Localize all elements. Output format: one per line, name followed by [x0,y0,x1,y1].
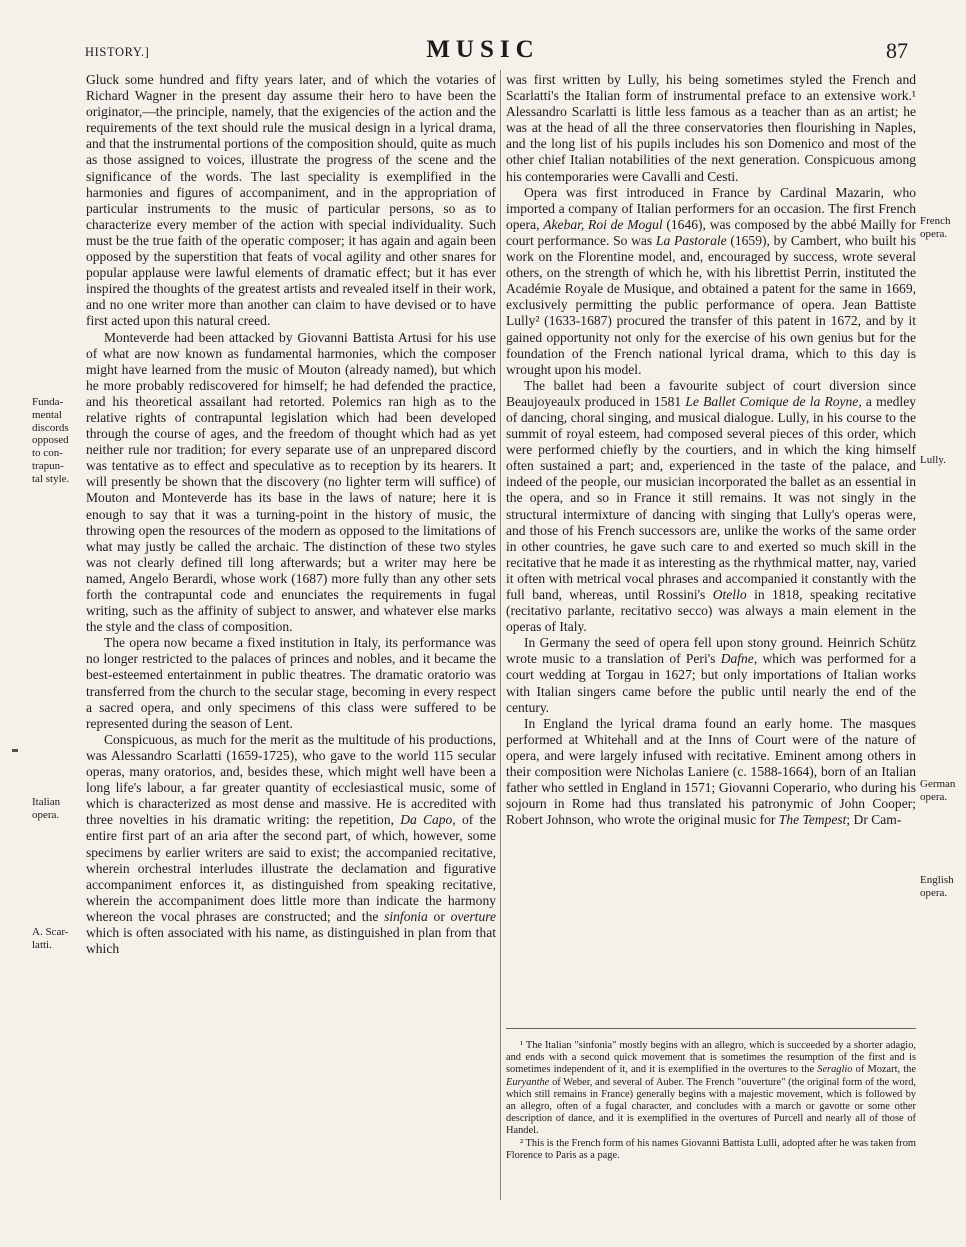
margin-note-fundamental-discords: Funda- mental discords opposed to con- trapun- tal style. [32,396,70,485]
text-run: , of the entire first part of an aria after the second part, of which, however, some specimens by earlier writers are said to exist; the accompanied recitative, wherein orchestral interludes illustrate the declamation and figurative accompaniment enforces it, as distinguished from speaking recitative, wherein the accompaniment does little more than indicate the harmony whereon the vocal phrases are constructed; and the [86,812,496,924]
margin-note-german-opera: German opera. [920,778,956,803]
paragraph-scarlatti-continued: was first written by Lully, his being sometimes styled the French and Scarlatti's the Italian form of instrumental preface to an extensive work.¹ Alessandro Scarlatti is little less famous as a teacher than as an artist; he was at the head of all the three conservatories then flourishing in Naples, and the long list of his pupils includes his son Domenico and most of the other chief Italian notabilities of the next generation. Conspicuous among his contemporaries were Cavalli and Cesti. [506,72,916,184]
margin-mark [12,749,18,752]
text-run: ; Dr Cam- [846,812,902,828]
italic-title: Akebar, Roi de Mogul [543,216,663,232]
text-run: (1659), by Cambert, who built his work on the Florentine model, and, encouraged by success, wrote several others, on the strength of which he, with his librettist Perrin, instituted the Académie Royale de Musique, and obtained a patent for the same in 1669, exclusively permitting the public performance of opera. Jean Battiste Lully² (1633-1687) procured the transfer of this patent in 1672, and by it gained opportunity not only for the exercise of his own genius but for the foundation of the French national lyrical drama, which to this day is wrought upon his model. [506,232,917,377]
italic-title: Le Ballet Comique de la Royne [685,393,859,409]
footnote-1 [506,1040,916,1138]
italic-title: The Tempest [778,812,847,828]
footnote-2: ² This is the French form of his names Giovanni Battista Lulli, adopted after he was taken from Florence to Paris as a page. [506,1137,916,1161]
paragraph-english-opera [506,716,916,829]
footnote-rule [506,1028,916,1029]
text-run: or [427,908,451,924]
italic-term: sinfonia [384,908,428,924]
italic-title: Otello [712,587,747,602]
text-run: ¹ The Italian "sinfonia" mostly begins with an allegro, which is succeeded by a shorter adagio, and ends with a second quick movement that is sometimes the resumption of the first and is sometimes independent of it, and it is exemplified in the overtures to the [506,1040,916,1076]
footnotes [506,1040,916,1162]
text-run: , a medley of dancing, choral singing, and musical dialogue. Lully, in his course to the summit of royal esteem, had composed several pieces of this order, which were performed chiefly by the courtiers, and in which the king himself often sustained a part; and, experienced in the taste of the palace, and indeed of the people, our musician incorporated the ballet as an essential in the opera, and so in France it still remains. It was not singly in the structural intermixture of dancing with singing that Lully's operas were, and those of his French successors are, unlike the works of the same order in other countries, he gave such care to and exerted so much skill in the recitative that he made it as interesting as the rhythmical matter, nay, varied it often with metrical vocal phrases and accompanied it constantly with the full band, whereas, until Rossini's [506,393,917,602]
margin-note-lully: Lully. [920,454,946,466]
paragraph-italian-opera: The opera now became a fixed institution in Italy, its performance was no longer restricted to the palaces of princes and nobles, and it became the best-esteemed entertainment in public theatres. The dramatic oratorio was transferred from the church to the secular stage, becoming in every respect a sacred opera, and only specimens of this class were suffered to be represented during the season of Lent. [86,635,496,731]
right-column [506,72,916,828]
text-run: which is often associated with his name, as distinguished in plan from that which [86,924,496,957]
text-run: (1646), was composed by the abbé Mailly for court performance. So was [506,216,916,248]
paragraph-french-opera [506,185,916,378]
margin-note-italian-opera: Italian opera. [32,796,61,821]
column-divider [500,70,501,1200]
page-number: 87 [886,38,908,63]
left-column [86,72,496,957]
paragraph-scarlatti [86,732,496,957]
text-run: , which was performed for a court wedding at Torgau in 1627; but only importations of Italian works with Italian singers came before the public until nearly the end of the century. [506,651,916,715]
text-run: Opera was first introduced in France by Cardinal Mazarin, who imported a company of Italian performers for an occasion. The first French opera, [506,184,916,232]
margin-note-english-opera: English opera. [920,874,954,899]
running-header [0,36,966,66]
italic-title: La Pastorale [655,232,727,248]
italic-title: Dafne [720,651,754,667]
italic-term: Da Capo [400,812,453,828]
margin-note-french-opera: French opera. [920,215,951,240]
text-run: In Germany the seed of opera fell upon stony ground. Heinrich Schütz wrote music to a translation of Peri's [506,635,916,667]
text-run: in 1818, speaking recitative (recitativo parlante, recitativo secco) was always a main element in the operas of Italy. [506,587,916,635]
paragraph-ballet-lully [506,378,916,636]
paragraph-gluck-principle: Gluck some hundred and fifty years later, and of which the votaries of Richard Wagner in the present day assume their hero to have been the originator,—the principle, namely, that the exigencies of the action and the requirements of the text should rule the musical design in a lyrical drama, and that the instrumental portions of the composition should, quite as much as those assigned to voices, illustrate the progress of the scene and the significance of the words. The last speciality is exemplified in the harmonies and figures of accompaniment, and in the appropriation of particular instruments to the music of particular persons, so as to characterize every member of the action with special individuality. Such must be the true faith of the operatic composer; it has again and again been opposed by the superstition that feats of vocal agility and other snares for popular applause were lawful elements of dramatic effect; but it has ever inspired the thoughts of the greatest artists and revealed itself in their work, and no one writer more than another can claim to have devised or to have first acted upon this natural creed. [86,72,496,329]
page-title: MUSIC [426,36,540,63]
section-label: HISTORY.] [85,45,150,59]
text-run: The ballet had been a favourite subject of court diversion since Beaujoyeaulx produced in 1581 [506,377,916,409]
text-run: of Weber, and several of Auber. The French "ouverture" (the original form of the word, which still remains in France) generally begins with a majestic movement, which is followed by an allegro, often of a fugal character, and concludes with a march or gavotte or some other description of dance, and it is exemplified in the overtures of Purcell and nearly all of those of Handel. [506,1076,916,1137]
italic-title: Seraglio [817,1064,853,1076]
text-run: In England the lyrical drama found an early home. The masques performed at Whitehall and at the Inns of Court were of the nature of opera, and were largely infused with recitative. Eminent among others in their composition were Nicholas Laniere (c. 1588-1664), born of an Italian father who settled in England in 1571; Giovanni Coperario, who during his sojourn in Rome had thus translated his patronymic of John Cooper; Robert Johnson, who wrote the original music for [506,715,916,828]
text-run: of Mozart, the [852,1064,916,1076]
margin-note-a-scarlatti: A. Scar- latti. [32,926,69,951]
italic-term: overture [450,908,496,924]
paragraph-german-opera [506,635,916,715]
italic-title: Euryanthe [506,1076,550,1088]
text-run: Conspicuous, as much for the merit as the multitude of his productions, was Alessandro Scarlatti (1659-1725), who gave to the world 115 secular operas, many oratorios, and, besides these, which might well have been a long life's labour, a far greater quantity of ecclesiastical music, some of which is characterized as most dense and massive. He is accredited with three novelties in his dramatic writing: the repetition, [86,731,496,828]
paragraph-monteverde: Monteverde had been attacked by Giovanni Battista Artusi for his use of what are now known as fundamental harmonies, which the composer might have learned from the music of Mouton (already named), but which he more probably rediscovered for himself; he had defended the practice, and his theoretical assailant had retorted. Polemics ran high as to the relative rights of contrapuntal legislation which had been developed through the course of ages, and the freedom of thought which had as yet neither rule nor tradition; for every separate use of an unprepared discord was tentative as to effect and speculative as to reception by its hearers. It will presently be shown that the discovery (no lighter term will suffice) of Mouton and Monteverde has its base in the laws of nature; here it is enough to say that it was a turning-point in the history of music, the throwing open the resources of the modern as opposed to the limitations of what may justly be called the archaic. The distinction of these two styles was not clearly defined till long afterwards; but a writer may here be named, Angelo Berardi, whose work (1687) more fully than any other sets forth the contrapuntal code and enunciates the requirements in fugal writing, such as the affinity of subject to answer, and whatever else marks the style and the class of composition. [86,329,496,635]
